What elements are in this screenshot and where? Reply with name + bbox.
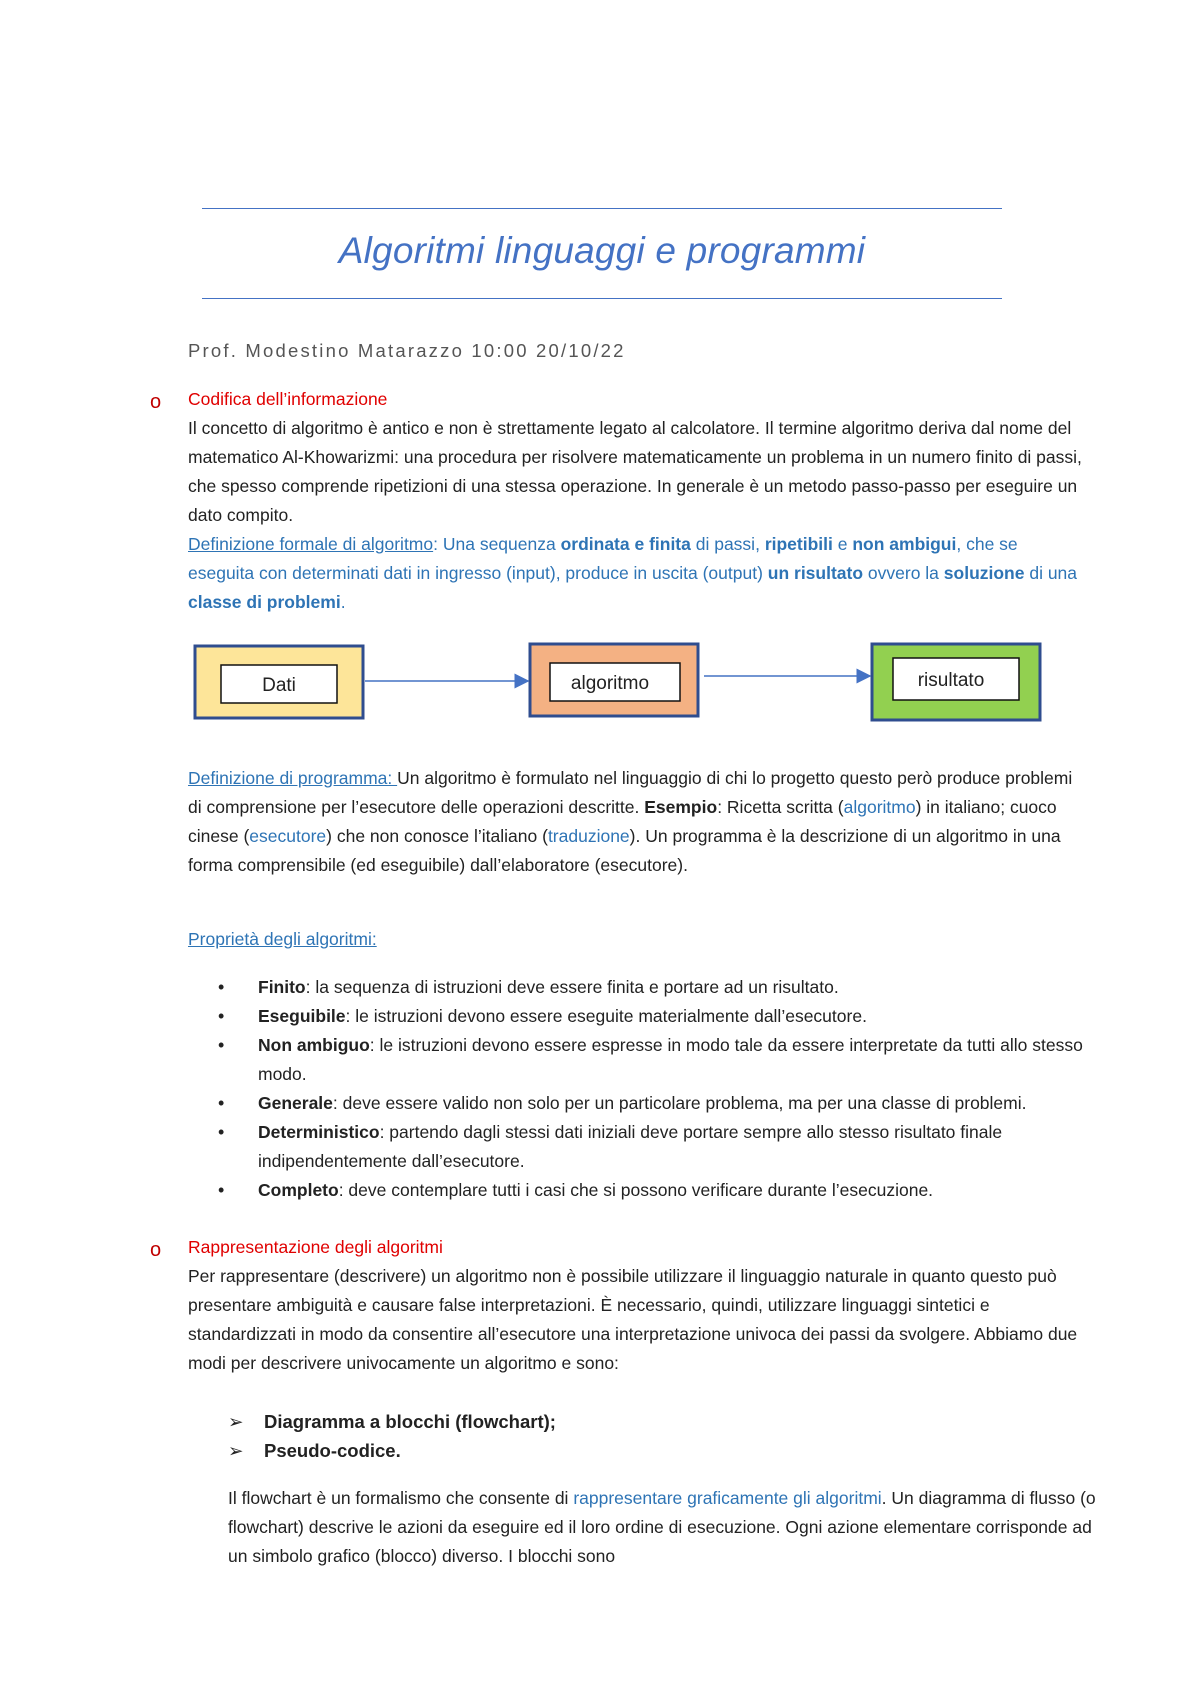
programma-link[interactable]: Definizione di programma: bbox=[188, 768, 398, 788]
proprieta-heading-wrap bbox=[188, 925, 1088, 954]
definition-link[interactable]: Definizione formale di algoritmo bbox=[188, 534, 434, 554]
properties-list bbox=[218, 973, 1098, 1205]
list-item: ➢ Diagramma a blocchi (flowchart); bbox=[228, 1411, 556, 1432]
list-item: • Generale: deve essere valido non solo per un particolare problema, ma per una classe di problemi. bbox=[218, 1093, 1027, 1113]
programma-paragraph: Definizione di programma: Un algoritmo è formulato nel linguaggio di chi lo progetto questo però produce problemi di comprensione per l’esecutore delle operazioni descritte. Esempio: Ricetta scritta (algoritmo) in italiano; cuoco cinese (esecutore) che non conosce l’italiano (traduzione). Un programma è la descrizione di un algoritmo in una forma comprensibile (ed eseguibile) dall’elaboratore (esecutore). bbox=[188, 768, 1073, 875]
definition-paragraph: Definizione formale di algoritmo: Una sequenza ordinata e finita di passi, ripetibili e non ambigui, che se eseguita con determinati dati in ingresso (input), produce in uscita (output) un risultato ovvero la soluzione di una classe di problemi. bbox=[188, 534, 1078, 612]
flowchart-paragraph: Il flowchart è un formalismo che consente di rappresentare graficamente gli algoritmi. Un diagramma di flusso (o flowchart) descrive le azioni da eseguire ed il loro ordine di esecuzione. Ogni azione elementare corrisponde ad un simbolo grafico (blocco) diverso. I blocchi sono bbox=[228, 1488, 1096, 1566]
section-programma bbox=[188, 764, 1088, 880]
list-item: • Completo: deve contemplare tutti i casi che si possono verificare durante l’esecuzione. bbox=[218, 1180, 934, 1200]
section-heading: Codifica dell’informazione bbox=[188, 389, 388, 409]
author-line: Prof. Modestino Matarazzo 10:00 20/10/22 bbox=[188, 340, 626, 361]
paragraph: Per rappresentare (descrivere) un algoritmo non è possibile utilizzare il linguaggio naturale in quanto questo può presentare ambiguità e causare false interpretazioni. È necessario, quindi, utilizzare linguaggi sintetici e standardizzati in modo da consentire all’esecutore una interpretazione univoca dei passi da svolgere. Abbiamo due modi per descrivere univocamente un algoritmo e sono: bbox=[188, 1266, 1078, 1373]
input-label: Dati bbox=[262, 675, 296, 696]
proprieta-link[interactable]: Proprietà degli algoritmi: bbox=[188, 929, 377, 949]
list-marker-circle: o bbox=[150, 1239, 162, 1261]
section-heading: Rappresentazione degli algoritmi bbox=[188, 1237, 443, 1257]
result-label: risultato bbox=[917, 670, 985, 691]
list-item: ➢ Pseudo-codice. bbox=[228, 1440, 401, 1461]
list-item: • Finito: la sequenza di istruzioni deve essere finita e portare ad un risultato. bbox=[218, 977, 839, 997]
list-item: • Deterministico: partendo dagli stessi dati iniziali deve portare sempre allo stesso risultato finale indipendentemente dall’esecutore. bbox=[218, 1122, 1003, 1171]
paragraph: Il concetto di algoritmo è antico e non è strettamente legato al calcolatore. Il termine algoritmo deriva dal nome del matematico Al-Khowarizmi: una procedura per risolvere matematicamente un problema in un numero finito di passi, che spesso comprende ripetizioni di una stessa operazione. In generale è un metodo passo-passo per eseguire un dato compito. bbox=[188, 418, 1082, 525]
modes-list bbox=[228, 1407, 928, 1465]
page-title: Algoritmi linguaggi e programmi bbox=[338, 230, 866, 271]
algorithm-label: algoritmo bbox=[570, 673, 650, 694]
list-item: • Non ambiguo: le istruzioni devono essere espresse in modo tale da essere interpretate da tutti allo stesso modo. bbox=[218, 1035, 1083, 1084]
list-item: • Eseguibile: le istruzioni devono essere eseguite materialmente dall’esecutore. bbox=[218, 1006, 867, 1026]
list-marker-circle: o bbox=[150, 391, 162, 413]
section-rappresentazione bbox=[188, 1233, 1088, 1378]
